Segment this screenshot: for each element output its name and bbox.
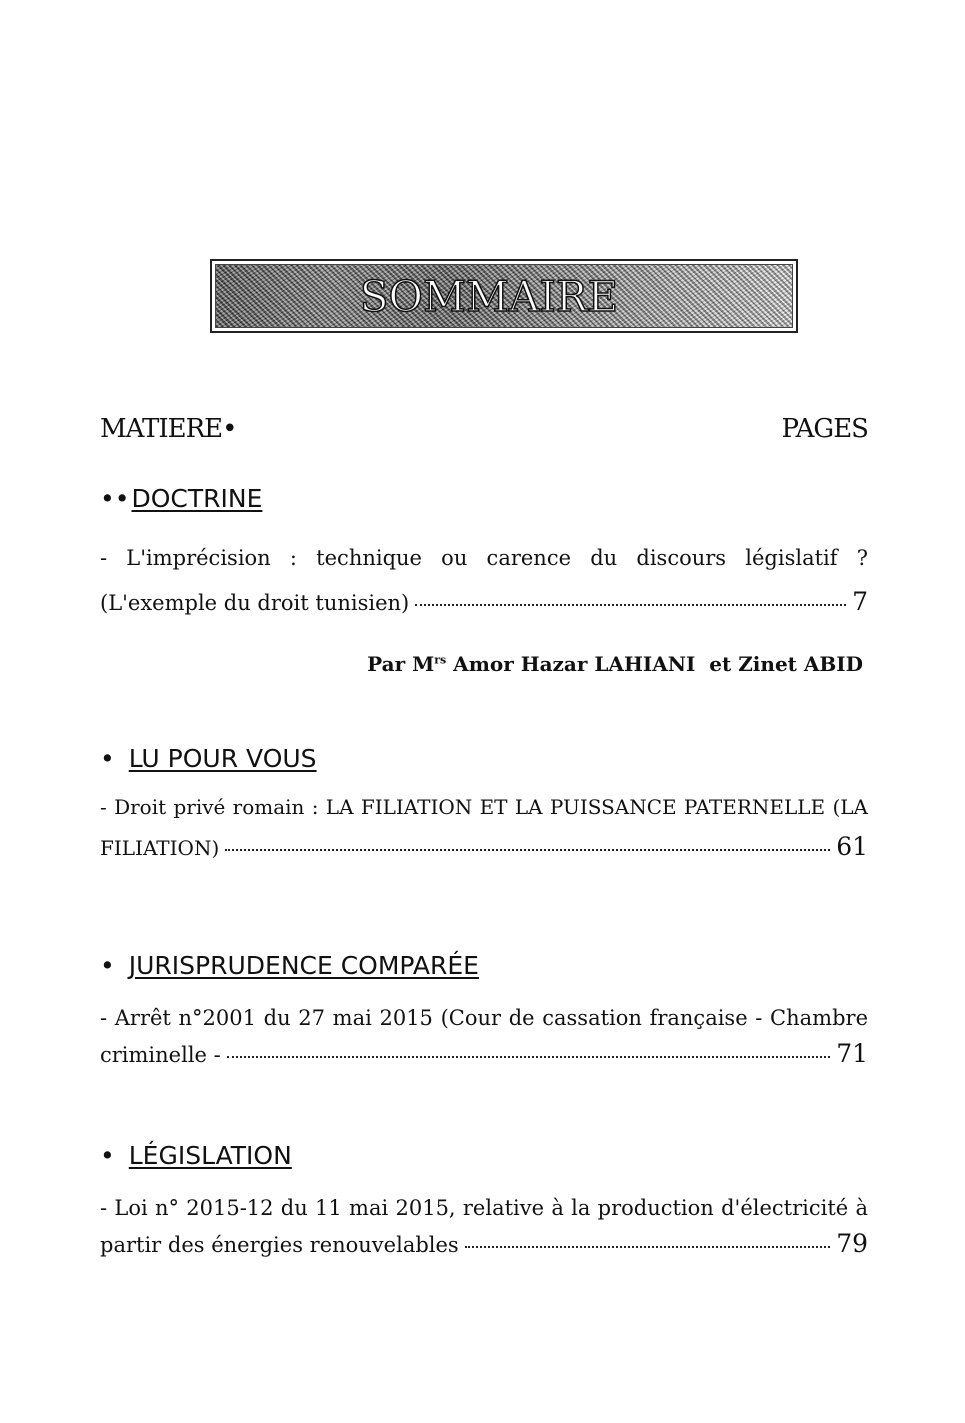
section-title: JURISPRUDENCE COMPARÉE bbox=[128, 951, 479, 980]
page-number: 79 bbox=[836, 1229, 868, 1258]
author-credit bbox=[367, 652, 863, 676]
page-number: 61 bbox=[836, 832, 868, 861]
entry-line-1: - Loi n° 2015-12 du 11 mai 2015, relative à la production d'électricité à bbox=[100, 1196, 868, 1220]
author-names: Amor Hazar LAHIANI et Zinet ABID bbox=[446, 652, 863, 676]
entry-line-2 bbox=[100, 1226, 868, 1263]
dot-leader bbox=[227, 1056, 830, 1058]
entry-line-1: - Droit privé romain : LA FILIATION ET LA PUISSANCE PATERNELLE (LA bbox=[100, 795, 868, 819]
section-title: DOCTRINE bbox=[131, 484, 263, 513]
author-sup: rs bbox=[434, 653, 447, 667]
section-title: LÉGISLATION bbox=[128, 1141, 292, 1170]
section-bullet: •• bbox=[100, 484, 130, 513]
entry-line-2-text: criminelle - bbox=[100, 1043, 221, 1067]
section-lu-pour-vous bbox=[100, 744, 317, 773]
header-pages: PAGES bbox=[781, 414, 868, 444]
section-title: LU POUR VOUS bbox=[128, 744, 317, 773]
entry-line-2-text: (L'exemple du droit tunisien) bbox=[100, 591, 410, 615]
section-jurisprudence-comparee bbox=[100, 951, 479, 980]
toc-entry-lu-pour-vous[interactable] bbox=[100, 787, 868, 868]
dot-leader bbox=[415, 604, 846, 606]
page-number: 7 bbox=[852, 587, 868, 616]
section-doctrine bbox=[100, 484, 262, 513]
page-number: 71 bbox=[836, 1039, 868, 1068]
banner-title: SOMMAIRE bbox=[359, 271, 619, 321]
toc-entry-legislation[interactable] bbox=[100, 1190, 868, 1263]
entry-line-2 bbox=[100, 827, 868, 868]
toc-entry-jurisprudence[interactable] bbox=[100, 1000, 868, 1073]
dot-leader bbox=[225, 849, 830, 851]
entry-line-2 bbox=[100, 580, 868, 625]
header-matiere: MATIERE• bbox=[100, 414, 237, 444]
author-prefix: Par M bbox=[367, 652, 435, 676]
entry-line-2 bbox=[100, 1036, 868, 1073]
entry-line-1: - L'imprécision : technique ou carence du discours législatif ? bbox=[100, 546, 868, 570]
sommaire-banner bbox=[210, 259, 798, 333]
section-bullet: • bbox=[100, 951, 115, 980]
entry-line-2-text: partir des énergies renouvelables bbox=[100, 1233, 459, 1257]
section-bullet: • bbox=[100, 1141, 115, 1170]
toc-entry-doctrine[interactable] bbox=[100, 536, 868, 625]
dot-leader bbox=[465, 1246, 830, 1248]
section-legislation bbox=[100, 1141, 292, 1170]
entry-line-2-text: FILIATION) bbox=[100, 836, 220, 860]
banner-texture bbox=[215, 264, 793, 328]
section-bullet: • bbox=[100, 744, 115, 773]
entry-line-1: - Arrêt n°2001 du 27 mai 2015 (Cour de cassation française - Chambre bbox=[100, 1006, 868, 1030]
